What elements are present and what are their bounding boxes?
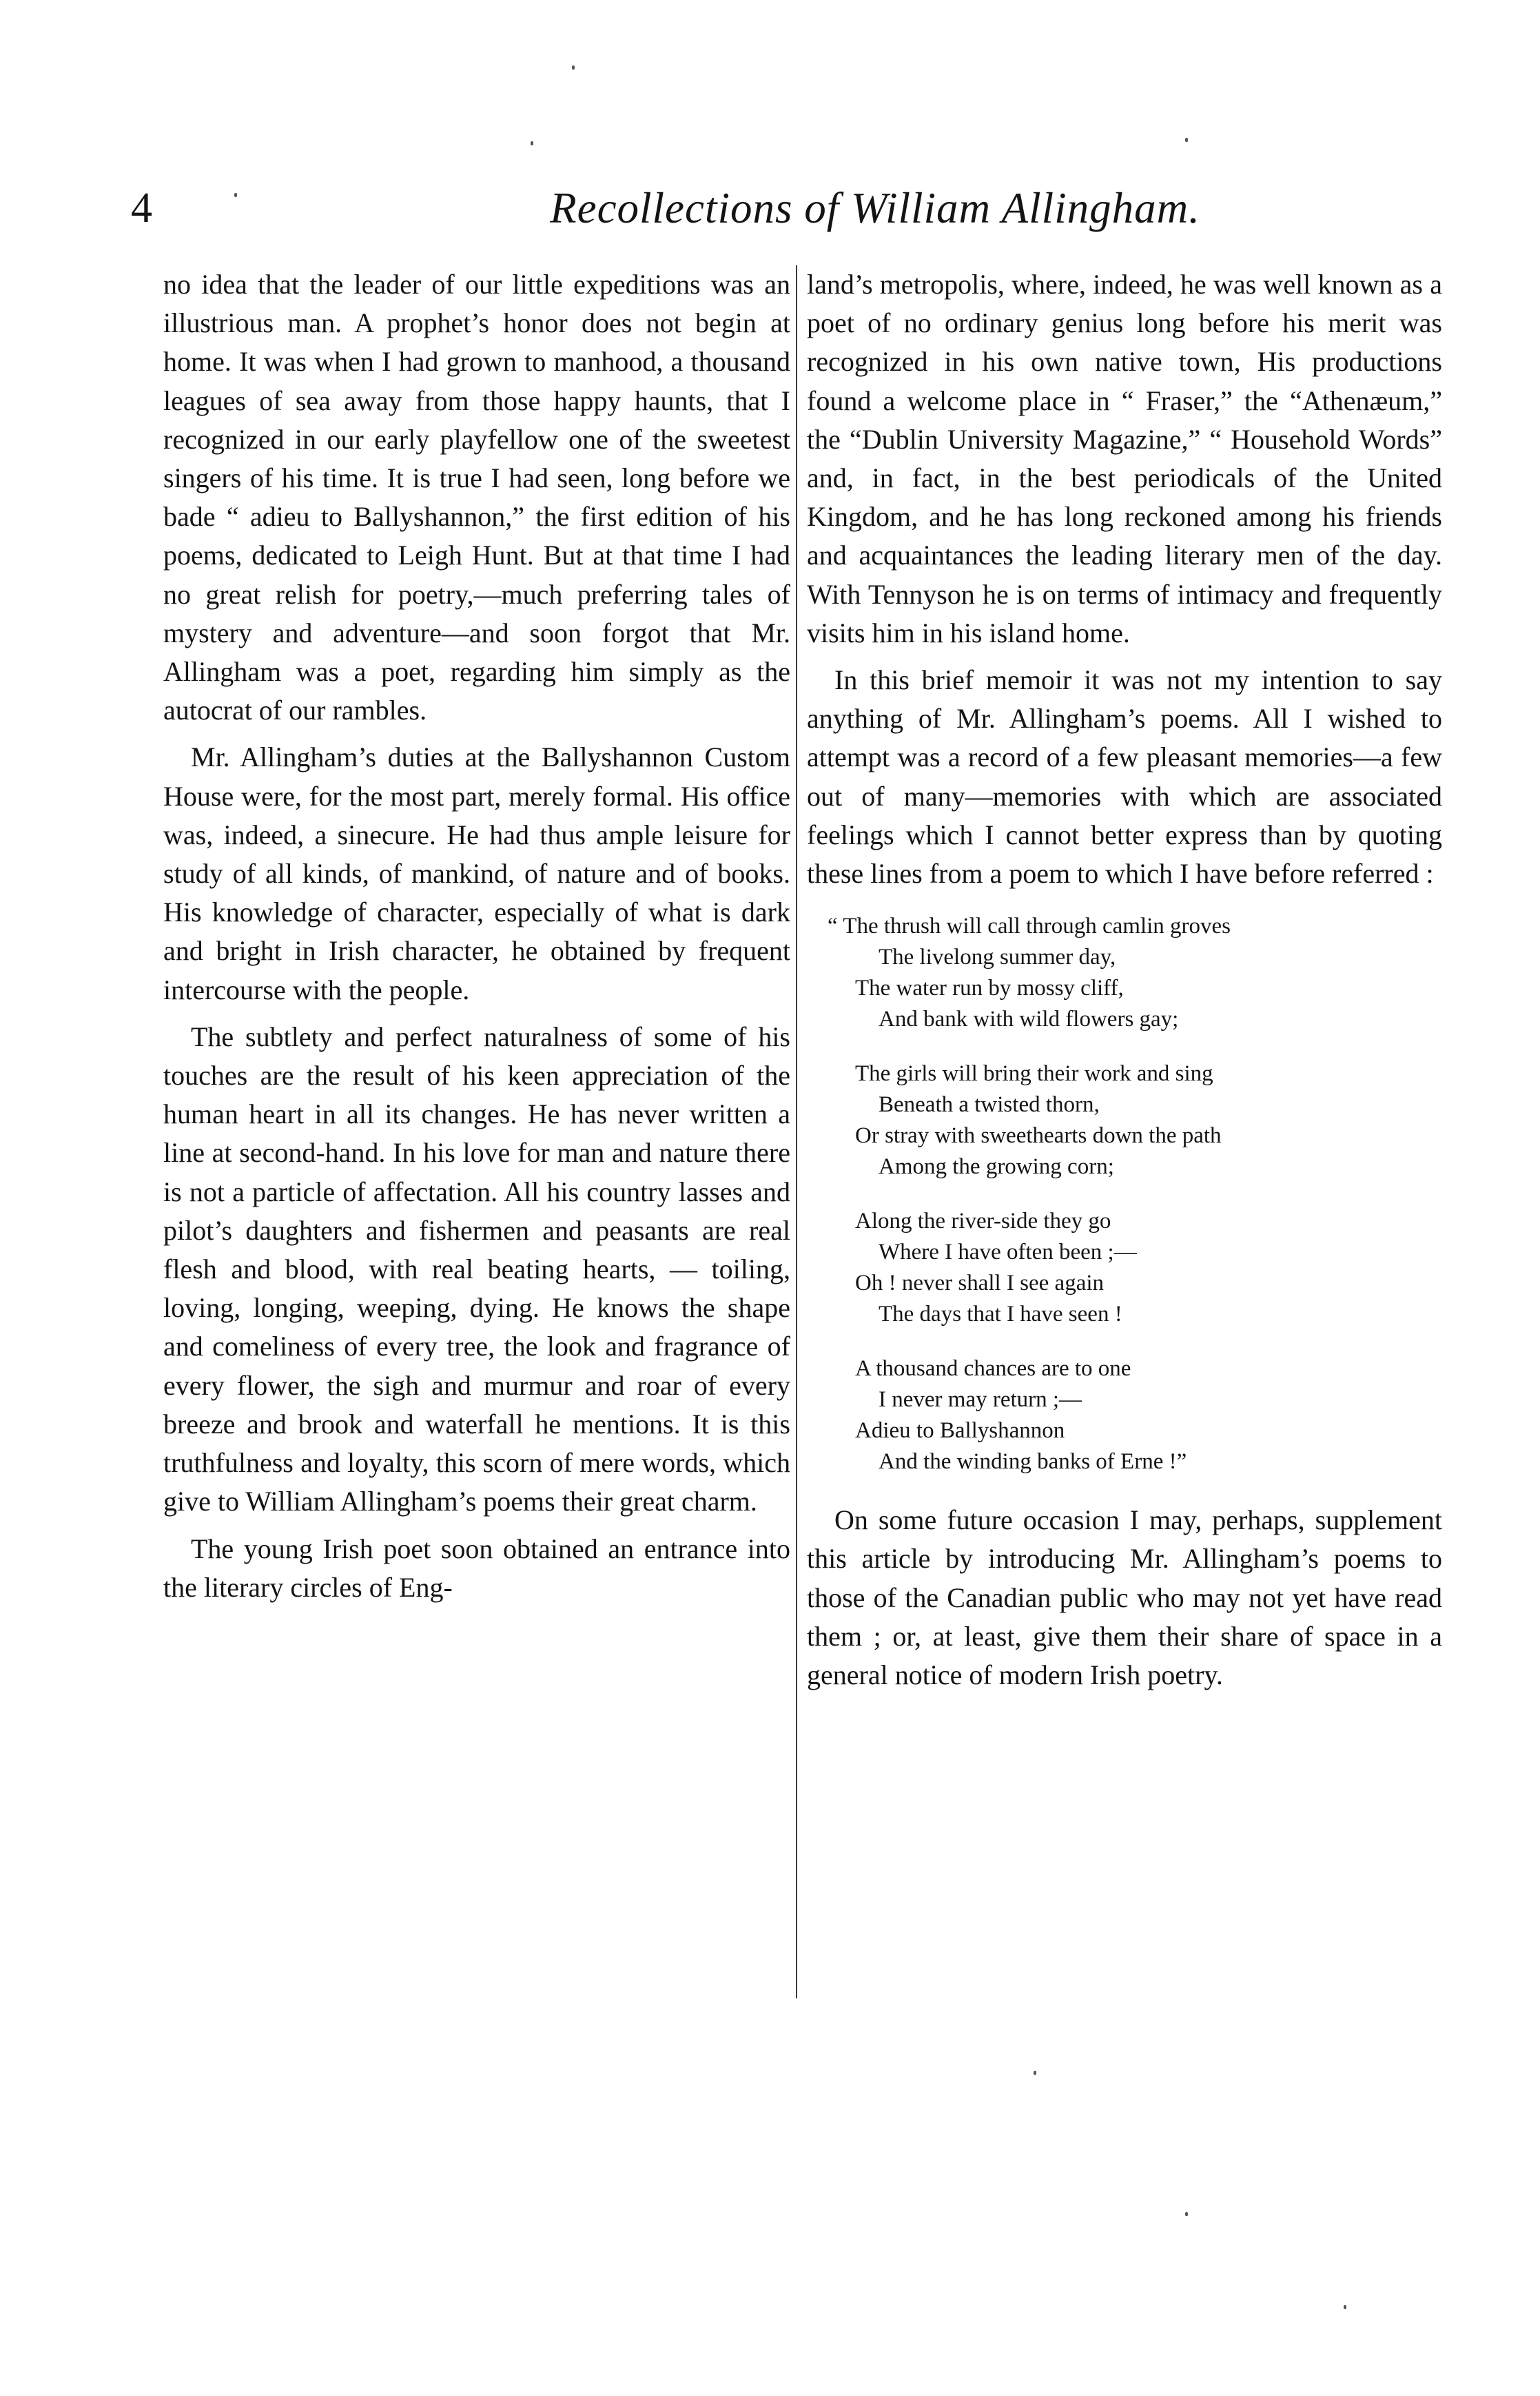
poem-line: And the winding banks of Erne !” — [879, 1449, 1187, 1475]
poem-line: Beneath a twisted thorn, — [879, 1092, 1100, 1118]
poem-line: I never may return ;— — [879, 1387, 1082, 1413]
poem-line: The girls will bring their work and sing — [855, 1061, 1213, 1087]
poem-stanza — [807, 1058, 1442, 1182]
scan-speck — [1185, 138, 1188, 142]
poem-line: Adieu to Ballyshannon — [855, 1418, 1065, 1444]
poem-line: Among the growing corn; — [879, 1154, 1114, 1180]
poem-stanza — [807, 1206, 1442, 1330]
poem-line: Along the river-side they go — [855, 1209, 1111, 1234]
poem-stanza — [807, 911, 1442, 1035]
paragraph: land’s metropolis, where, indeed, he was well known as a poet of no ordinary genius long before his merit was recognized in his own native town, His productions found a welcome place in “ Fraser,” the “Athenæum,” the “Dublin University Magazine,” “ Household Words” and, in fact, in the best periodicals of the United Kingdom, and he has long reckoned among his friends and acquaintances the leading literary men of the day. With Tennyson he is on terms of intimacy and frequently visits him in his island home. — [807, 269, 1442, 648]
poem-line: Oh ! never shall I see again — [855, 1271, 1105, 1296]
paragraph: Mr. Allingham’s duties at the Ballyshannon Custom House were, for the most part, merely formal. His office was, indeed, a sinecure. He had thus ample leisure for study of all kinds, of mankind, of nature and of books. His knowledge of character, especially of what is dark and bright in Irish character, he obtained by frequent intercourse with the people. — [163, 741, 790, 1005]
paragraph: The young Irish poet soon obtained an entrance into the literary circles of Eng- — [163, 1533, 790, 1603]
paragraph: On some future occasion I may, perhaps, supplement this article by introducing Mr. Allingham’s poems to those of the Canadian public who may not yet have read them ; or, at least, give them their share of space in a general notice of modern Irish poetry. — [807, 1504, 1442, 1691]
poem-line: And bank with wild flowers gay; — [879, 1007, 1179, 1032]
poem-quotation — [807, 911, 1442, 1477]
scan-speck — [1344, 2305, 1346, 2309]
running-title: Recollections of William Allingham. — [550, 184, 1200, 232]
poem-line: The days that I have seen ! — [879, 1302, 1122, 1327]
poem-line: “ The thrush will call through camlin groves — [828, 914, 1231, 939]
poem-line: Or stray with sweethearts down the path — [855, 1123, 1222, 1149]
paragraph: The subtlety and perfect naturalness of some of his touches are the result of his keen appreciation of the human heart in all its changes. He has never written a line at second-hand. In his love for man and nature there is not a particle of affectation. All his country lasses and pilot’s daughters and fishermen and peasants are real flesh and blood, with real beating hearts, — toiling, loving, longing, weeping, dying. He knows the shape and comeliness of every tree, the look and fragrance of every flower, the sigh and murmur and roar of every breeze and brook and waterfall he mentions. It is this truthfulness and loyalty, this scorn of mere words, which give to William Allingham’s poems their great charm. — [163, 1021, 790, 1517]
scan-speck — [572, 65, 575, 70]
poem-line: The water run by mossy cliff, — [855, 976, 1124, 1001]
scan-speck — [531, 141, 533, 145]
page-number: 4 — [131, 185, 152, 232]
poem-stanza — [807, 1353, 1442, 1477]
column-divider — [796, 265, 797, 1998]
page-header — [131, 181, 1440, 236]
left-column — [163, 265, 790, 1615]
paragraph: In this brief memoir it was not my intention to say anything of Mr. Allingham’s poems. All I wished to attempt was a record of a few pleasant memories—a few out of many—memories with which are associated feelings which I cannot better express than by quoting these lines from a poem to which I have before referred : — [807, 664, 1442, 890]
scan-speck — [1185, 2212, 1188, 2216]
scan-speck — [1034, 2071, 1036, 2075]
right-column — [807, 265, 1442, 1703]
poem-line: A thousand chances are to one — [855, 1356, 1131, 1382]
paragraph: no idea that the leader of our little expeditions was an illustrious man. A prophet’s honor does not begin at home. It was when I had grown to manhood, a thousand leagues of sea away from those happy haunts, that I recognized in our early playfellow one of the sweetest singers of his time. It is true I had seen, long before we bade “ adieu to Ballyshannon,” the first edition of his poems, dedicated to Leigh Hunt. But at that time I had no great relish for poetry,—much preferring tales of mystery and adventure—and soon forgot that Mr. Allingham was a poet, regarding him simply as the autocrat of our rambles. — [163, 269, 790, 726]
scan-speck — [234, 193, 237, 197]
poem-line: The livelong summer day, — [879, 945, 1116, 970]
poem-line: Where I have often been ;— — [879, 1240, 1137, 1265]
